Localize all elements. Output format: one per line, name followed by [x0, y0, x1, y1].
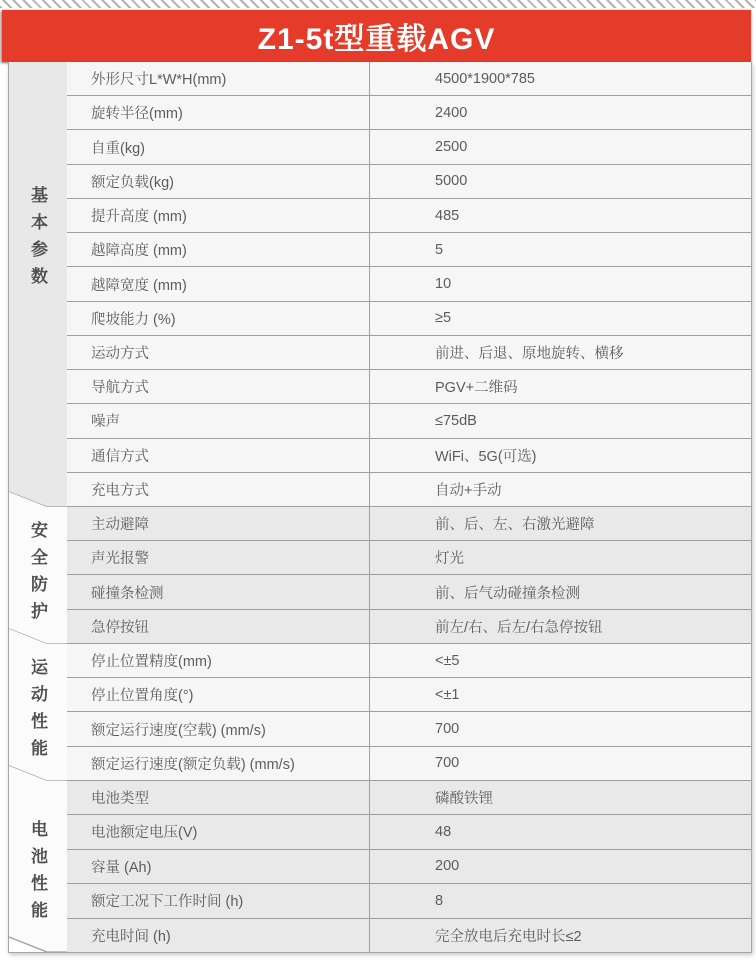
- row-label: 提升高度 (mm): [91, 209, 187, 226]
- row-value: 8: [369, 884, 751, 917]
- table-row: [67, 62, 751, 96]
- row-label: 运动方式: [91, 345, 149, 362]
- table-row: [67, 199, 751, 233]
- row-label: 越障宽度 (mm): [91, 277, 187, 294]
- table-row: [67, 541, 751, 575]
- row-label: 急停按钮: [91, 619, 149, 636]
- row-value: 5000: [369, 165, 751, 198]
- table-row: [67, 747, 751, 781]
- row-value: 4500*1900*785: [369, 62, 751, 95]
- table-row: [67, 336, 751, 370]
- row-label: 额定工况下工作时间 (h): [91, 894, 244, 911]
- row-label: 充电方式: [91, 482, 149, 499]
- row-value: 前进、后退、原地旋转、横移: [369, 336, 751, 369]
- row-label: 电池类型: [91, 791, 149, 808]
- row-label: 停止位置角度(°): [91, 688, 194, 705]
- row-label: 外形尺寸L*W*H(mm): [91, 72, 227, 89]
- row-label: 自重(kg): [91, 140, 145, 157]
- row-value: 完全放电后充电时长≤2: [369, 919, 751, 952]
- row-value: WiFi、5G(可选): [369, 439, 751, 472]
- row-label: 额定负载(kg): [91, 174, 174, 191]
- table-row: [67, 96, 751, 130]
- table-row: [67, 439, 751, 473]
- row-label: 容量 (Ah): [91, 859, 152, 876]
- row-value: 10: [369, 267, 751, 300]
- row-label: 爬坡能力 (%): [91, 311, 176, 328]
- table-row: [67, 884, 751, 918]
- row-label: 充电时间 (h): [91, 928, 171, 945]
- header-bar: [2, 10, 751, 62]
- spec-table: [8, 62, 752, 953]
- row-value: PGV+二维码: [369, 370, 751, 403]
- sidebar-section-label: 安全防护: [28, 521, 47, 630]
- spec-section: [67, 781, 751, 952]
- table-row: [67, 644, 751, 678]
- sidebar-section-label: 运动性能: [28, 658, 47, 767]
- table-row: [67, 815, 751, 849]
- table-row: [67, 165, 751, 199]
- table-row: [67, 610, 751, 644]
- table-row: [67, 850, 751, 884]
- table-row: [67, 473, 751, 507]
- row-value: ≥5: [369, 302, 751, 335]
- table-row: [67, 712, 751, 746]
- spec-section: [67, 644, 751, 781]
- table-row: [67, 575, 751, 609]
- page-title: Z1-5t型重载AGV: [257, 23, 496, 56]
- table-row: [67, 302, 751, 336]
- top-hatch-border: [0, 0, 756, 8]
- row-label: 导航方式: [91, 380, 149, 397]
- row-value: 2500: [369, 130, 751, 163]
- table-row: [67, 919, 751, 952]
- row-value: <±5: [369, 644, 751, 677]
- spec-section: [67, 62, 751, 507]
- row-label: 额定运行速度(空载) (mm/s): [91, 722, 266, 739]
- row-value: 485: [369, 199, 751, 232]
- table-row: [67, 781, 751, 815]
- row-value: 48: [369, 815, 751, 848]
- row-value: 2400: [369, 96, 751, 129]
- row-label: 越障高度 (mm): [91, 243, 187, 260]
- row-value: <±1: [369, 678, 751, 711]
- row-value: 前左/右、后左/右急停按钮: [369, 610, 751, 643]
- table-row: [67, 370, 751, 404]
- sidebar-section-label: 电池性能: [28, 820, 47, 929]
- table-row: [67, 130, 751, 164]
- row-value: 200: [369, 850, 751, 883]
- row-value: ≤75dB: [369, 404, 751, 437]
- table-row: [67, 404, 751, 438]
- row-label: 电池额定电压(V): [91, 825, 198, 842]
- row-label: 主动避障: [91, 517, 149, 534]
- row-value: 自动+手动: [369, 473, 751, 506]
- row-label: 旋转半径(mm): [91, 106, 183, 123]
- sidebar-column: [9, 62, 67, 952]
- table-body: [67, 62, 751, 952]
- table-row: [67, 507, 751, 541]
- row-label: 通信方式: [91, 448, 149, 465]
- row-value: 700: [369, 747, 751, 780]
- row-value: 700: [369, 712, 751, 745]
- row-label: 噪声: [91, 414, 120, 431]
- table-row: [67, 267, 751, 301]
- spec-section: [67, 507, 751, 644]
- row-value: 5: [369, 233, 751, 266]
- row-label: 碰撞条检测: [91, 585, 164, 602]
- sidebar-section-label: 基本参数: [28, 185, 47, 294]
- row-label: 停止位置精度(mm): [91, 654, 212, 671]
- row-value: 灯光: [369, 541, 751, 574]
- row-label: 额定运行速度(额定负载) (mm/s): [91, 756, 295, 773]
- row-value: 前、后气动碰撞条检测: [369, 575, 751, 608]
- table-row: [67, 233, 751, 267]
- table-row: [67, 678, 751, 712]
- row-value: 前、后、左、右激光避障: [369, 507, 751, 540]
- row-label: 声光报警: [91, 551, 149, 568]
- row-value: 磷酸铁锂: [369, 781, 751, 814]
